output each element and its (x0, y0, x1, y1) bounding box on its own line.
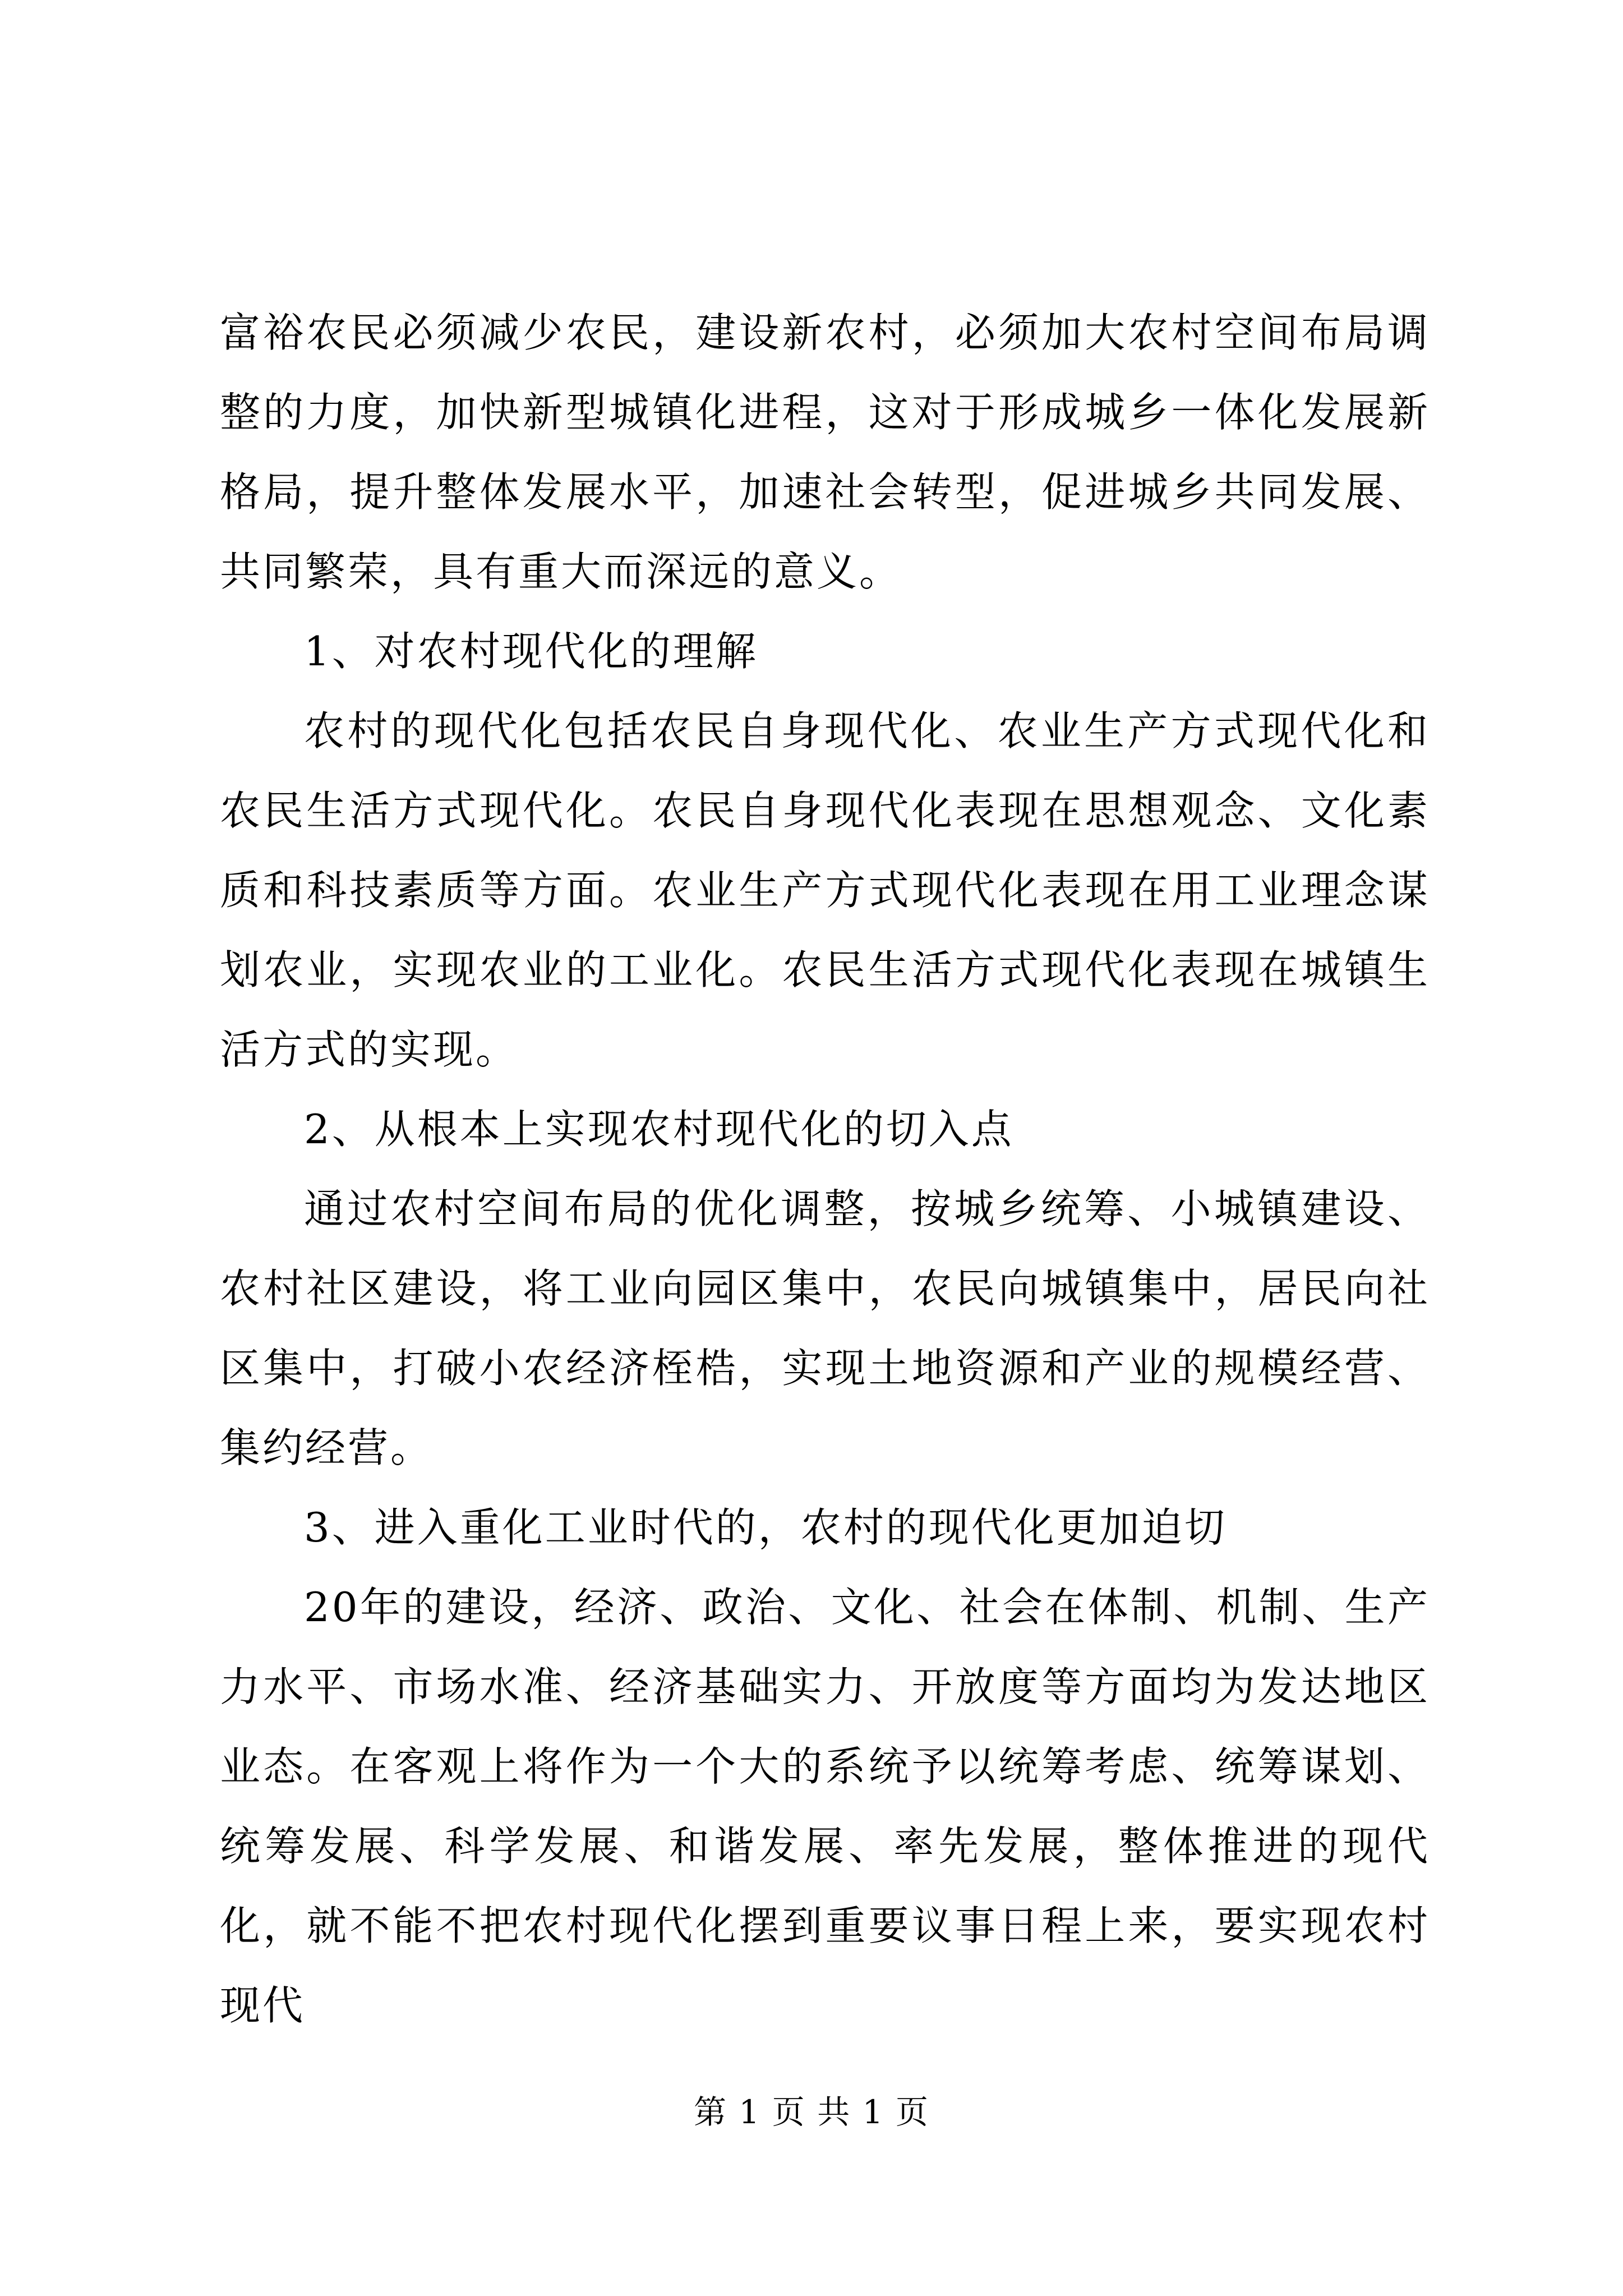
paragraph-3: 20年的建设，经济、政治、文化、社会在体制、机制、生产力水平、市场水准、经济基础实力、开放度等方面均为发达地区业态。在客观上将作为一个大的系统予以统筹考虑、统筹谋划、统筹发展、科学发展、和谐发展、率先发展，整体推进的现代化，就不能不把农村现代化摆到重要议事日程上来，要实现农村现代 (220, 1584, 1430, 2029)
heading-2: 2、从根本上实现农村现代化的切入点 (304, 1106, 1014, 1153)
heading-3: 3、进入重化工业时代的，农村的现代化更加迫切 (304, 1504, 1227, 1551)
paragraph-1: 农村的现代化包括农民自身现代化、农业生产方式现代化和农民生活方式现代化。农民自身现代化表现在思想观念、文化素质和科技素质等方面。农业生产方式现代化表现在用工业理念谋划农业，实现农业的工业化。农民生活方式现代化表现在城镇生活方式的实现。 (220, 707, 1430, 1073)
document-body (220, 293, 1430, 2045)
page-footer: 第 1 页 共 1 页 (694, 2093, 929, 2131)
paragraph-intro: 富裕农民必须减少农民，建设新农村，必须加大农村空间布局调整的力度，加快新型城镇化进程，这对于形成城乡一体化发展新格局，提升整体发展水平，加速社会转型，促进城乡共同发展、共同繁荣，具有重大而深远的意义。 (220, 309, 1430, 595)
paragraph-2: 通过农村空间布局的优化调整，按城乡统筹、小城镇建设、农村社区建设，将工业向园区集中，农民向城镇集中，居民向社区集中，打破小农经济桎梏，实现土地资源和产业的规模经营、集约经营。 (220, 1185, 1430, 1471)
heading-1: 1、对农村现代化的理解 (304, 628, 758, 675)
